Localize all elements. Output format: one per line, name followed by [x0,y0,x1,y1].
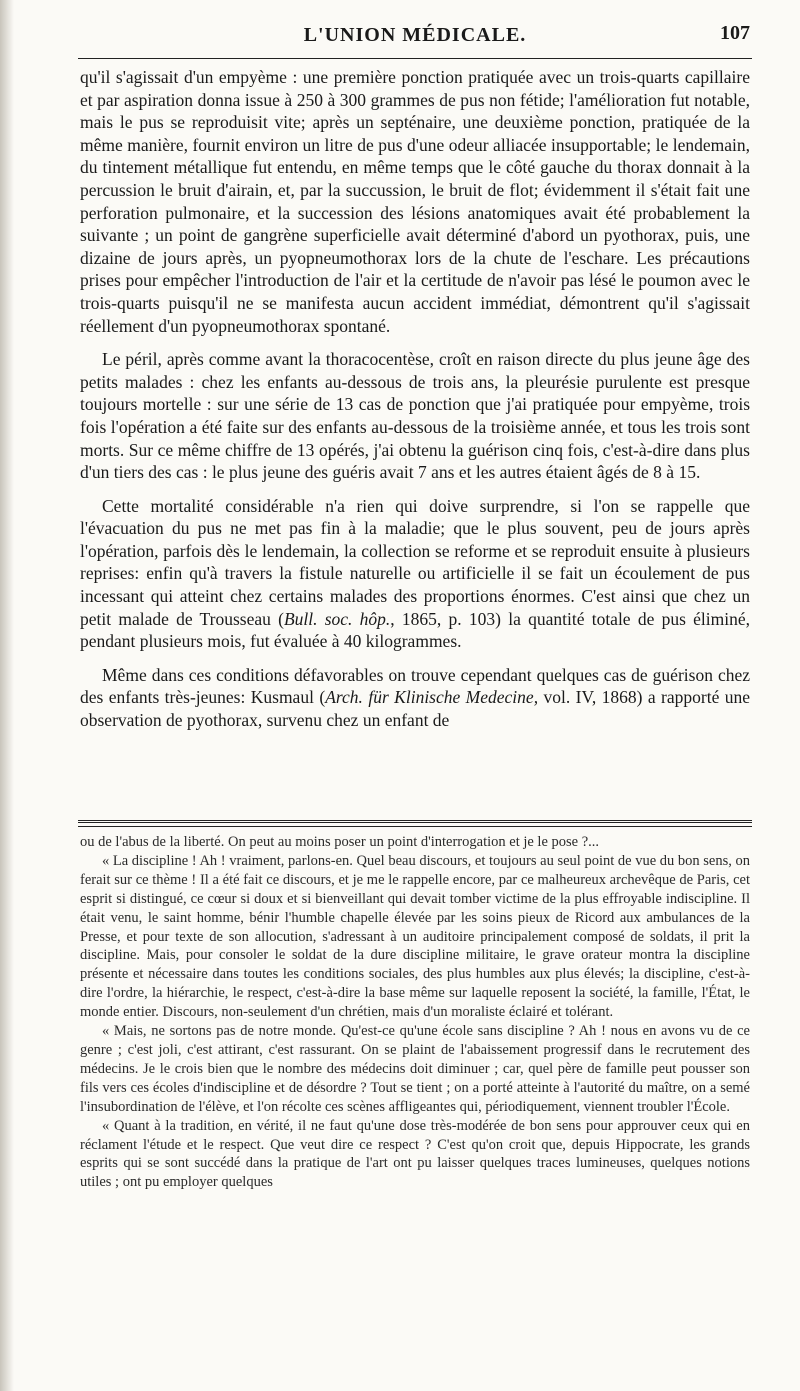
main-paragraph-3 [80,495,750,653]
footnote-paragraph-2: « La discipline ! Ah ! vraiment, parlons-en. Quel beau discours, et toujours au seul point de vue du bon sens, on ferait sur ce thème ! Il a été fait ce discours, et je me le rappelle encore, par ce malheureux archevêque de Paris, cet esprit si distingué, ce cœur si doux et si bienveillant qui devait tomber victime de la plus effroyable indiscipline. Il était venu, le saint homme, bénir l'humble chapelle élevée par les soins pieux de Ricord aux ambulances de la Presse, et pour texte de son allocution, s'adressant à un auditoire principalement composé de soldats, il prit la discipline. Mais, pour consoler le soldat de la dure discipline militaire, le grave orateur montra la discipline présente et nécessaire dans toutes les conditions sociales, des plus humbles aux plus élevés; la discipline, c'est-à-dire l'ordre, la hiérarchie, le respect, c'est-à-dire la base même sur laquelle reposent la société, la famille, l'État, le monde entier. Discours, non-seulement d'un chrétien, mais d'un moraliste éclairé et tolérant. [80,852,750,1021]
journal-title: L'UNION MÉDICALE. [303,24,527,46]
main-paragraph-4-text: Même dans ces conditions défavorables on trouve cependant quelques cas de guérison chez des enfants très-jeunes: Kusmaul ( [80,664,750,708]
main-paragraph-4 [80,664,750,732]
main-text [80,66,750,743]
main-paragraph-4-end: vol. IV, 1868) a rapporté une observation de pyothorax, survenu chez un enfant de [80,687,751,731]
main-paragraph-3-text: Cette mortalité considérable n'a rien qui doive surprendre, si l'on se rappelle que l'évacuation du pus ne met pas fin à la maladie; que le plus souvent, peu de jours après l'opération, parfois dès le lendemain, la collection se reforme et se reproduit ensuite à plusieurs reprises: enfin qu'à travers la fistule naturelle ou artificielle il se fait un écoulement de pus incessant qui atteint chez certains malades des proportions énormes. C'est ainsi que chez un petit malade de Trousseau ( [80,495,750,629]
citation-arch-klinische: Arch. für Klinische Medecine, [325,687,539,708]
main-paragraph-3-end: , 1865, p. 103) la quantité totale de pus éliminé, pendant plusieurs mois, fut évaluée à 40 kilogrammes. [80,608,750,652]
footnote-text [80,833,750,1192]
footnote-paragraph-3: « Mais, ne sortons pas de notre monde. Qu'est-ce qu'une école sans discipline ? Ah ! nous en avons vu de ce genre ; c'est joli, c'est attirant, c'est rassurant. On se plaint de l'abaissement progressif dans le recrutement des médecins. Je le crois bien que le nombre des médecins doit diminuer ; car, quel père de famille peut pousser son fils vers ces écoles d'indiscipline et de désordre ? Tout se tient ; on a porté atteinte à l'autorité du maître, on a semé l'insubordination de l'élève, et l'on récolte ces scènes affligeantes qui, périodiquement, viennent troubler l'École. [80,1023,750,1115]
page-edge-shadow [0,0,14,1391]
main-paragraph-2: Le péril, après comme avant la thoracocentèse, croît en raison directe du plus jeune âge des petits malades : chez les enfants au-dessous de trois ans, la pleurésie purulente est presque toujours mortelle : sur une série de 13 cas de ponction que j'ai pratiquée pour empyème, trois fois l'opération a été faite sur des enfants au-dessous de la troisième année, et tous les trois sont morts. Sur ce même chiffre de 13 opérés, j'ai obtenu la guérison cinq fois, c'est-à-dire dans plus d'un tiers des cas : le plus jeune des guéris avait 7 ans et les autres étaient âgés de 8 à 15. [80,349,750,483]
running-header [80,20,750,50]
header-rule [78,58,752,59]
footnote-paragraph-1: ou de l'abus de la liberté. On peut au moins poser un point d'interrogation et je le pose ?... [80,834,600,850]
footnote-separator [78,820,752,827]
main-paragraph-1: qu'il s'agissait d'un empyème : une première ponction pratiquée avec un trois-quarts capillaire et par aspiration donna issue à 250 à 300 grammes de pus non fétide; l'amélioration fut notable, mais le pus se reproduisit vite; après un septénaire, une deuxième ponction, pratiquée de la même manière, fournit environ un litre de pus d'une odeur alliacée insupportable; le lendemain, du tintement métallique fut entendu, en même temps que le côté gauche du thorax donnait à la percussion le bruit d'airain, et, par la succussion, le bruit de flot; évidemment il s'était fait une perforation pulmonaire, et la succession des lésions anatomiques avait été probablement la suivante ; un point de gangrène superficielle avait déterminé d'abord un pyothorax, puis, une dizaine de jours après, un pyopneumothorax lors de la chute de l'eschare. Les précautions prises pour empêcher l'introduction de l'air et la certitude de n'avoir pas lésé le poumon avec le trois-quarts puisqu'il ne se manifesta aucun accident immédiat, démontrent qu'il s'agissait réellement d'un pyopneumothorax spontané. [80,67,750,336]
page-number: 107 [720,22,750,44]
footnote-paragraph-4: « Quant à la tradition, en vérité, il ne faut qu'une dose très-modérée de bon sens pour approuver ceux qui en réclament l'étude et le respect. Que veut dire ce respect ? C'est qu'on croit que, depuis Hippocrate, les grands esprits qui se sont succédé dans la pratique de l'art ont pu laisser quelques traces lumineuses, quelques notions utiles ; ont pu employer quelques [80,1117,750,1191]
citation-bull-soc-hop: Bull. soc. hôp. [283,608,391,629]
